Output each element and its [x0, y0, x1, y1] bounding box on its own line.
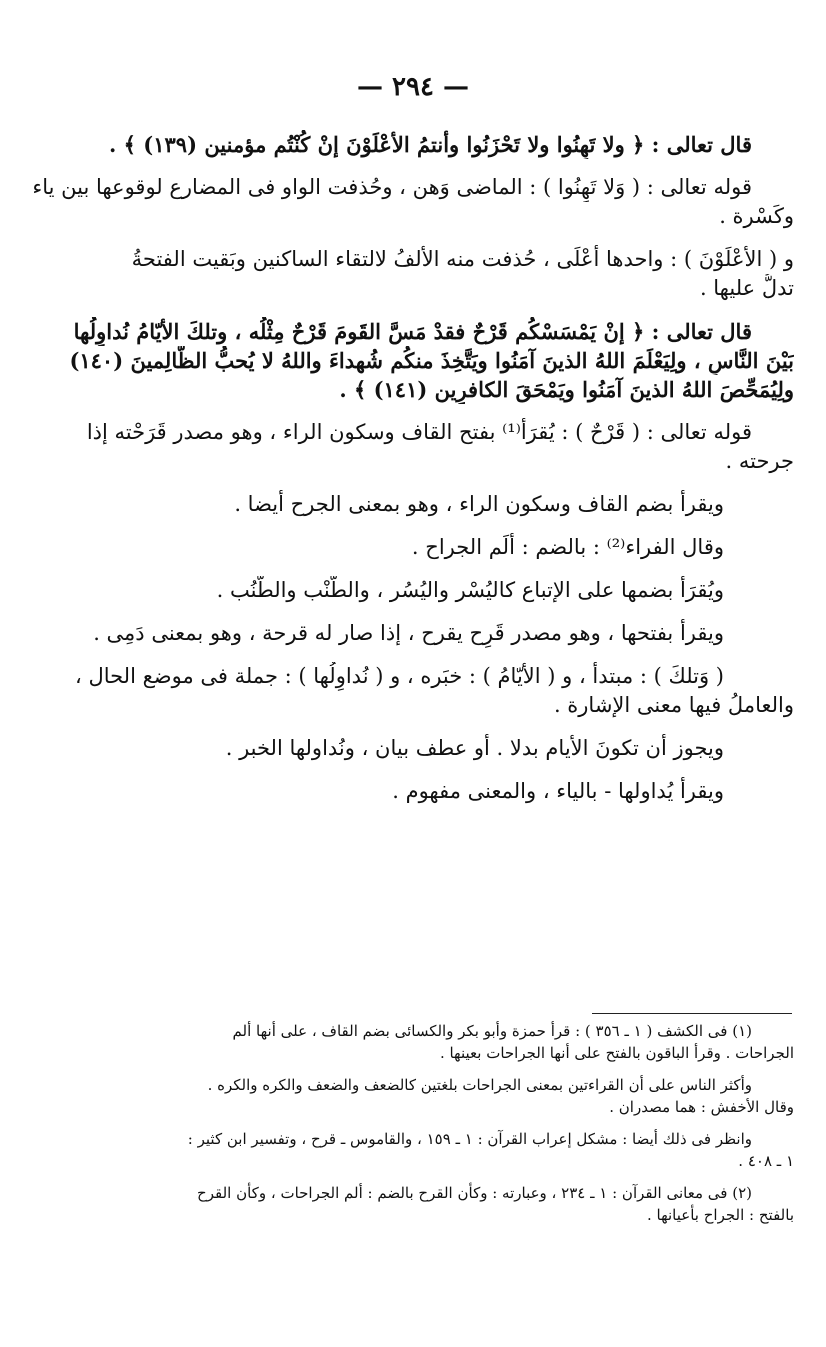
footnote-line: بالفتح : الجراح بأعيانها . — [646, 1206, 794, 1224]
commentary-paragraph — [32, 173, 794, 231]
footnote-line: الجراحات . وقرأ الباقون بالفتح على أنها الجراحات بعينها . — [439, 1044, 794, 1062]
text-line: بَيْنَ النَّاسِ ، ولِيَعْلَمَ اللهُ الذينَ آمَنُوا ويَتَّخِذَ منكُم شُهداءَ واللهُ لا يُحبُّ الظَّالِمينَ (١٤٠) — [69, 348, 794, 373]
page-number: — ٢٩٤ — — [356, 72, 470, 102]
text-line: قال تعالى : ﴿ ولا تَهِنُوا ولا تَحْزَنُوا وأنتمُ الأعْلَوْنَ إنْ كُنْتُم مؤمنين (١٣٩) ﴾ . — [109, 132, 752, 157]
text-line: ويقرأ يُداولها - بالياء ، والمعنى مفهوم . — [392, 779, 724, 803]
text-line: و ( الأعْلَوْنَ ) : واحدها أعْلَى ، حُذفت منه الألفُ لالتقاء الساكنين وبَقيت الفتحةُ — [131, 247, 794, 271]
footnotes — [32, 1020, 794, 1236]
footnote-line: (١) فى الكشف ( ١ ـ ٣٥٦ ) : قرأ حمزة وأبو بكر والكسائى بضم القاف ، على أنها ألم — [232, 1022, 752, 1040]
footnote-divider — [592, 1013, 792, 1014]
text-line: ولِيُمَحِّصَ اللهُ الذينَ آمَنُوا ويَمْحَقَ الكافرِين (١٤١) ﴾ . — [339, 377, 794, 402]
footnote — [32, 1128, 794, 1172]
commentary-paragraph — [32, 533, 794, 562]
footnote — [32, 1020, 794, 1064]
text-line: وقال الفراء⁽²⁾ : بالضم : أَلَم الجراح . — [411, 535, 724, 559]
text-line: ( وَتلكَ ) : مبتدأ ، و ( الأيّامُ ) : خبَره ، و ( نُداوِلُها ) : جملة فى موضع الحال ، — [75, 664, 724, 688]
footnote-line: ١ ـ ٤٠٨ . — [738, 1152, 794, 1170]
text-line: قوله تعالى : ( قَرْحٌ ) : يُقرَأ⁽¹⁾ بفتح القاف وسكون الراء ، وهو مصدر قَرَحْته إذا — [86, 420, 752, 444]
commentary-paragraph — [32, 490, 794, 519]
text-line: ويجوز أن تكونَ الأيام بدلا . أو عطف بيان ، ونُداولها الخبر . — [225, 736, 724, 760]
text-line: ويقرأ بضم القاف وسكون الراء ، وهو بمعنى الجرح أيضا . — [234, 492, 724, 516]
main-text — [32, 130, 794, 820]
footnote-line: (٢) فى معانى القرآن : ١ ـ ٢٣٤ ، وعبارته : وكأن القرح بالضم : ألم الجراحات ، وكأن القرح — [197, 1184, 752, 1202]
text-line: جرحته . — [725, 449, 794, 473]
text-line: قوله تعالى : ( وَلا تَهِنُوا ) : الماضى وَهن ، وحُذفت الواو فى المضارع لوقوعها بين ياء — [32, 175, 752, 199]
footnote — [32, 1074, 794, 1118]
commentary-paragraph — [32, 245, 794, 303]
footnote-line: وانظر فى ذلك أيضا : مشكل إعراب القرآن : ١ ـ ١٥٩ ، والقاموس ـ قرح ، وتفسير ابن كثير : — [187, 1130, 752, 1148]
text-line: قال تعالى : ﴿ إنْ يَمْسَسْكُم قَرْحٌ فقدْ مَسَّ القَومَ قَرْحٌ مِثْلُه ، وتلكَ الأيّامُ نُداوِلُها — [73, 319, 752, 344]
commentary-paragraph — [32, 777, 794, 806]
text-line: ويقرأ بفتحها ، وهو مصدر قَرِح يقرح ، إذا صار له قرحة ، وهو بمعنى دَمِى . — [93, 621, 724, 645]
commentary-paragraph — [32, 418, 794, 476]
footnote-line: وقال الأخفش : هما مصدران . — [609, 1098, 794, 1116]
commentary-paragraph — [32, 576, 794, 605]
commentary-paragraph — [32, 734, 794, 763]
verse-paragraph — [32, 317, 794, 404]
text-line: وكَسْرة . — [719, 204, 794, 228]
commentary-paragraph — [32, 619, 794, 648]
text-line: والعاملُ فيها معنى الإشارة . — [553, 693, 794, 717]
footnote-line: وأكثر الناس على أن القراءتين بمعنى الجراحات بلغتين كالضعف والضعف والكره والكره . — [207, 1076, 752, 1094]
footnote — [32, 1182, 794, 1226]
verse-paragraph — [32, 130, 794, 159]
commentary-paragraph — [32, 662, 794, 720]
text-line: ويُقرَأ بضمها على الإتباع كاليُسْر واليُسُر ، والطُّنْب والطُّنُب . — [216, 578, 724, 602]
text-line: تدلُّ عليها . — [699, 276, 794, 300]
